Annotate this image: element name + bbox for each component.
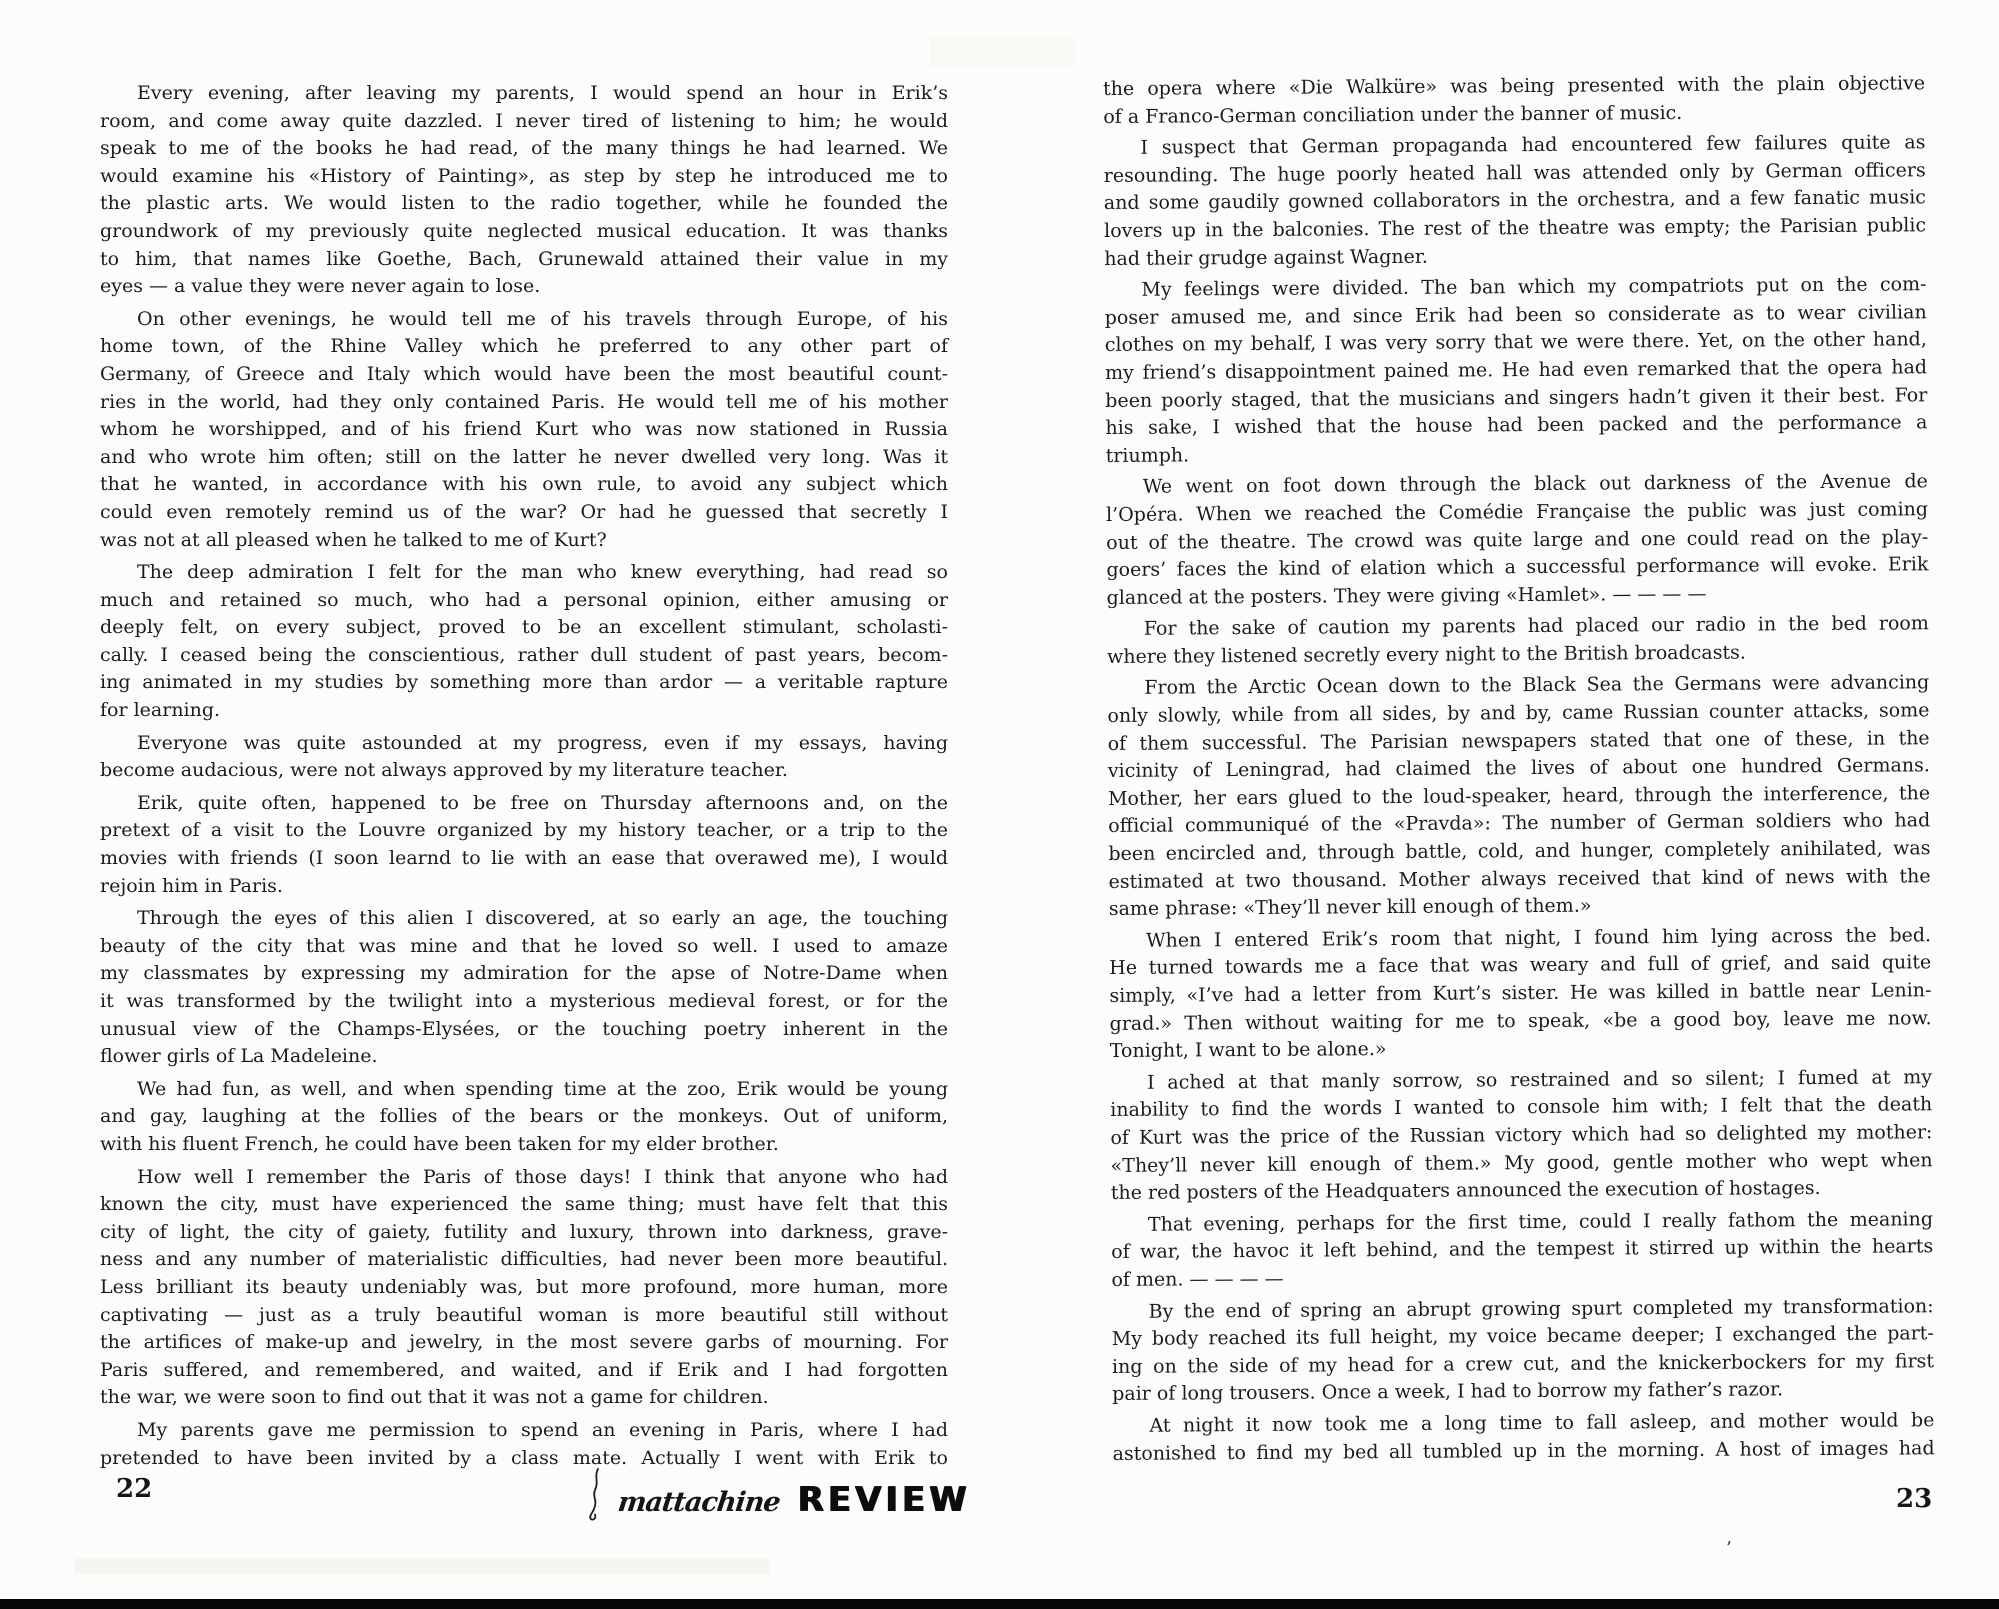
text-line: captivating — just as a truly beautiful woman is more beautiful still without — [100, 1303, 948, 1326]
text-line: and who wrote him often; still on the latter he never dwelled very long. Was it — [100, 445, 948, 468]
text-line: We went on foot down through the black out darkness of the Avenue de — [1142, 470, 1928, 499]
text-line: When I entered Erik’s room that night, I found him lying across the bed. — [1145, 924, 1932, 952]
text-line: vicinity of Leningrad, had claimed the lives of about one hundred Germans. — [1107, 754, 1930, 783]
text-line: where they listened secretly every night to the British broadcasts. — [1106, 641, 1746, 668]
paragraph — [1110, 1064, 1933, 1208]
text-line: my classmates by expressing my admiration for the apse of Notre-Dame when — [100, 962, 948, 985]
text-line: From the Arctic Ocean down to the Black Sea the Germans were advancing — [1144, 671, 1930, 700]
text-line: ing animated in my studies by something more than ardor — a veritable rapture — [100, 671, 948, 694]
text-line: only slowly, while from all sides, by and by, came Russian counter attacks, some — [1107, 699, 1930, 728]
paragraph — [100, 905, 948, 1071]
text-line: and some gaudily gowned collaborators in the orchestra, and a few fanatic music — [1103, 186, 1926, 215]
left-page — [100, 80, 948, 1472]
text-line: I ached at that manly sorrow, so restrained and so silent; I fumed at my — [1146, 1066, 1933, 1094]
text-line: poser amused me, and since Erik had been so considerate as to wear civilian — [1104, 301, 1927, 329]
paragraph — [100, 1417, 948, 1472]
text-line: eyes — a value they were never again to lose. — [100, 275, 541, 298]
text-line: clothes on my behalf, I was very sorry that we were there. Yet, on the other hand, — [1104, 328, 1927, 357]
text-line: to him, that names like Goethe, Bach, Grunewald attained their value in my — [100, 247, 948, 270]
text-line: triumph. — [1105, 444, 1190, 467]
text-line: the war, we were soon to find out that it was not a game for children. — [100, 1386, 769, 1409]
text-line: whom he worshipped, and of his friend Kurt who was now stationed in Russia — [100, 418, 948, 441]
text-line: ness and any number of materialistic difficulties, had never been more beautiful. — [100, 1248, 948, 1271]
scan-shadow-band — [75, 1558, 770, 1574]
text-line: much and retained so much, who had a personal opinion, either amusing or — [100, 588, 948, 611]
paragraph — [100, 80, 948, 301]
text-line: Paris suffered, and remembered, and waited, and if Erik and I had forgotten — [100, 1358, 948, 1381]
scan-speck: ’ — [1726, 1538, 1732, 1559]
paragraph — [1103, 70, 1925, 131]
text-line: cally. I ceased being the conscientious, rather dull student of past years, becom- — [100, 643, 948, 666]
text-line: the red posters of the Headquaters announced the execution of hostages. — [1110, 1177, 1821, 1205]
text-line: lovers up in the balconies. The rest of the theatre was empty; the Parisian public — [1104, 214, 1927, 242]
text-line: his sake, I wished that the house had been packed and the performance a — [1105, 411, 1928, 440]
text-line: On other evenings, he would tell me of his travels through Europe, of his — [137, 307, 948, 330]
text-line: l’Opéra. When we reached the Comédie Française the public was just coming — [1105, 498, 1929, 526]
text-line: room, and come away quite dazzled. I never tired of listening to him; he would — [100, 109, 948, 132]
paragraph — [1112, 1407, 1934, 1468]
logo-script-word: mattachine — [616, 1487, 782, 1518]
page-number-right: 23 — [1896, 1484, 1933, 1514]
text-line: the opera where «Die Walküre» was being presented with the plain objective — [1103, 72, 1926, 100]
text-line: He turned towards me a face that was weary and full of grief, and said quite — [1109, 951, 1932, 980]
text-line: resounding. The huge poorly heated hall was attended only by German officers — [1103, 159, 1926, 187]
text-line: and gay, laughing at the follies of the bears or the monkeys. Out of uniform, — [100, 1105, 948, 1128]
text-line: Germany, of Greece and Italy which would have been the most beautiful count- — [100, 362, 948, 385]
text-line: my friend’s disappointment pained me. He had even remarked that the opera had — [1104, 356, 1928, 384]
text-line: that he wanted, in accordance with his own rule, to avoid any subject which — [100, 473, 948, 496]
text-line: simply, «I’ve had a letter from Kurt’s sister. He was killed in battle near Lenin- — [1109, 979, 1932, 1007]
text-line: pair of long trousers. Once a week, I had to borrow my father’s razor. — [1112, 1378, 1784, 1406]
text-line: had their grudge against Wagner. — [1104, 245, 1428, 270]
text-line: movies with friends (I soon learnd to lie with an ease that overawed me), I would — [100, 847, 948, 870]
text-line: of Kurt was the price of the Russian victory which had so delighted my mother: — [1110, 1121, 1933, 1149]
text-line: astonished to find my bed all tumbled up in the morning. A host of images had — [1112, 1436, 1935, 1465]
text-line: We had fun, as well, and when spending time at the zoo, Erik would be young — [137, 1077, 948, 1100]
text-line: I suspect that German propaganda had encountered few failures quite as — [1140, 131, 1926, 159]
paragraph — [100, 790, 948, 900]
text-line: Tonight, I want to be alone.» — [1109, 1038, 1387, 1063]
text-line: estimated at two thousand. Mother always received that kind of news with the — [1108, 864, 1931, 893]
text-line: of men. — — — — — [1111, 1267, 1284, 1291]
text-line: The deep admiration I felt for the man who knew everything, had read so — [137, 561, 948, 584]
text-line: was not at all pleased when he talked to me of Kurt? — [100, 528, 607, 551]
text-line: the artifices of make-up and jewelry, in the most severe garbs of mourning. For — [100, 1331, 948, 1354]
text-line: same phrase: «They’ll never kill enough of them.» — [1108, 894, 1592, 921]
logo-bold-word: REVIEW — [797, 1480, 971, 1520]
text-line: Erik, quite often, happened to be free on Thursday afternoons and, on the — [137, 791, 948, 814]
text-line: pretext of a visit to the Louvre organized by my history teacher, or a trip to the — [100, 819, 948, 842]
paragraph — [1104, 271, 1927, 470]
text-line: groundwork of my previously quite neglected musical education. It was thanks — [100, 219, 948, 242]
paragraph — [1106, 469, 1929, 613]
text-line: the plastic arts. We would listen to the radio together, while he founded the — [100, 192, 948, 215]
text-line: out of the theatre. The crowd was quite large and one could read on the play- — [1106, 525, 1929, 554]
text-line: could even remotely remind us of the war? Or had he guessed that secretly I — [100, 500, 948, 523]
text-line: been encircled and, through battle, cold, and hunger, completely anihilated, was — [1108, 837, 1931, 866]
text-line: of them successful. The Parisian newspapers stated that one of these, in the — [1107, 726, 1930, 755]
text-line: rejoin him in Paris. — [100, 874, 283, 897]
text-line: would examine his «History of Painting», as step by step he introduced me to — [100, 164, 948, 187]
paragraph — [1109, 922, 1932, 1066]
text-line: By the end of spring an abrupt growing spurt completed my transformation: — [1148, 1294, 1934, 1323]
paragraph — [1111, 1206, 1934, 1295]
text-line: Less brilliant its beauty undeniably was, but more profound, more human, more — [100, 1275, 948, 1298]
text-line: become audacious, were not always approved by my literature teacher. — [100, 759, 788, 782]
text-line: Through the eyes of this alien I discovered, at so early an age, the touching — [137, 907, 948, 930]
text-line: of a Franco-German conciliation under the banner of music. — [1103, 101, 1683, 128]
text-line: beauty of the city that was mine and that he loved so well. I used to amaze — [100, 934, 948, 957]
paragraph — [1107, 611, 1929, 672]
paragraph — [100, 730, 948, 785]
text-line: been poorly staged, that the musicians and singers hadn’t given it their best. For — [1105, 383, 1928, 412]
text-line: city of light, the city of gaiety, futility and luxury, thrown into darkness, grave- — [100, 1220, 948, 1243]
text-line: goers’ faces the kind of elation which a successful performance will evoke. Erik — [1106, 553, 1929, 582]
text-line: «They’ll never kill enough of them.» My good, gentle mother who wept when — [1110, 1148, 1933, 1177]
scan-shadow-band — [930, 38, 1075, 66]
text-line: it was transformed by the twilight into a mysterious medieval forest, or for the — [100, 990, 948, 1012]
text-line: My parents gave me permission to spend an evening in Paris, where I had — [137, 1418, 948, 1441]
text-line: My feelings were divided. The ban which my compatriots put on the com- — [1141, 273, 1927, 301]
text-line: For the sake of caution my parents had placed our radio in the bed room — [1143, 612, 1929, 641]
text-line: known the city, must have experienced the same thing; must have felt that this — [100, 1193, 948, 1216]
magazine-logo — [586, 1468, 971, 1522]
text-line: grad.» Then without waiting for me to speak, «be a good boy, leave me now. — [1109, 1006, 1932, 1035]
text-line: glanced at the posters. They were giving «Hamlet». — — — — — [1106, 582, 1707, 609]
text-line: At night it now took me a long time to fall asleep, and mother would be — [1149, 1409, 1935, 1437]
text-line: ries in the world, had they only contained Paris. He would tell me of his mother — [100, 390, 948, 413]
text-line: unusual view of the Champs-Elysées, or the touching poetry inherent in the — [100, 1017, 948, 1040]
bottom-scan-bar — [0, 1599, 1999, 1609]
paragraph — [100, 1076, 948, 1159]
text-line: ing on the side of my head for a crew cut, and the knickerbockers for my first — [1111, 1349, 1935, 1378]
right-page — [1103, 70, 1935, 1468]
text-line: of war, the havoc it left behind, and the tempest it stirred up within the hearts — [1111, 1235, 1934, 1264]
text-line: Every evening, after leaving my parents, I would spend an hour in Erik’s — [137, 82, 948, 104]
text-line: home town, of the Rhine Valley which he preferred to any other part of — [100, 335, 948, 358]
text-line: inability to find the words I wanted to console him with; I felt that the death — [1110, 1093, 1933, 1122]
paragraph — [1107, 670, 1931, 924]
paragraph — [1103, 129, 1926, 273]
paragraph — [1112, 1293, 1935, 1409]
text-line: pretended to have been invited by a class mate. Actually I went with Erik to — [100, 1446, 948, 1469]
text-line: for learning. — [100, 699, 221, 722]
text-line: deeply felt, on every subject, proved to be an excellent stimulant, scholasti- — [100, 616, 948, 639]
paragraph — [100, 1164, 948, 1412]
text-line: speak to me of the books he had read, of the many things he had learned. We — [100, 137, 948, 160]
text-line: with his fluent French, he could have been taken for my elder brother. — [100, 1132, 779, 1155]
text-line: official communiqué of the «Pravda»: The number of German soldiers who had — [1108, 809, 1931, 838]
logo-flourish-icon — [586, 1468, 604, 1522]
page-number-left: 22 — [116, 1474, 153, 1504]
text-line: How well I remember the Paris of those days! I think that anyone who had — [137, 1165, 948, 1188]
paragraph — [100, 306, 948, 554]
text-line: That evening, perhaps for the first time, could I really fathom the meaning — [1147, 1207, 1934, 1236]
text-line: Everyone was quite astounded at my progress, even if my essays, having — [137, 731, 948, 754]
text-line: My body reached its full height, my voice became deeper; I exchanged the part- — [1111, 1322, 1934, 1351]
text-line: flower girls of La Madeleine. — [100, 1045, 378, 1068]
text-line: Mother, her ears glued to the loud-speaker, heard, through the interference, the — [1107, 782, 1931, 810]
paragraph — [100, 559, 948, 725]
